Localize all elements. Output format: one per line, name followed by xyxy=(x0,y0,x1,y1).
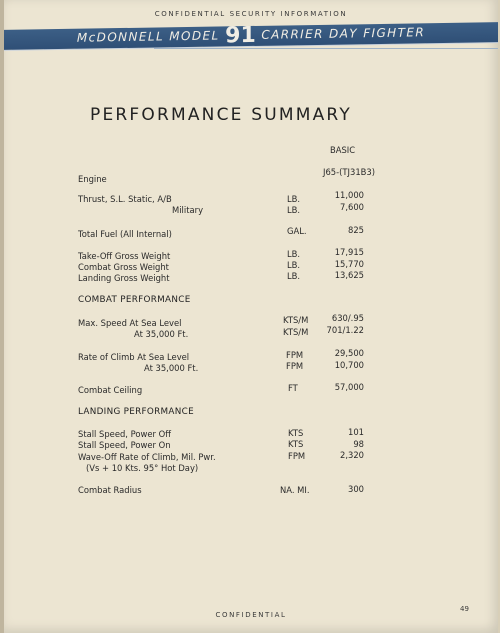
thrust-military-value: 7,600 xyxy=(340,202,364,212)
ceiling-unit: FT xyxy=(288,383,298,393)
fuel-label: Total Fuel (All Internal) xyxy=(78,229,172,239)
fuel-unit: GAL. xyxy=(287,226,307,236)
banner-model-number: 91 xyxy=(225,22,256,49)
thrust-unit: LB. xyxy=(287,194,301,204)
climb-unit: FPM xyxy=(286,350,304,360)
weight-combat-unit: LB. xyxy=(287,260,301,270)
banner-text xyxy=(4,19,498,52)
weight-takeoff-label: Take-Off Gross Weight xyxy=(78,251,171,261)
banner-underline xyxy=(154,48,498,49)
radius-value: 300 xyxy=(348,484,364,494)
fuel-value: 825 xyxy=(348,225,364,235)
weight-landing-label: Landing Gross Weight xyxy=(78,273,170,283)
engine-value: J65-(TJ31B3) xyxy=(323,167,376,177)
weight-landing-value: 13,625 xyxy=(334,270,364,280)
banner-left-text: McDONNELL MODEL xyxy=(76,28,220,45)
stall-on-value: 98 xyxy=(353,439,364,449)
climb-alt-value: 10,700 xyxy=(334,360,364,370)
max-speed-label: Max. Speed At Sea Level xyxy=(78,318,182,328)
stall-off-unit: KTS xyxy=(288,428,304,438)
max-speed-alt-value: 701/1.22 xyxy=(326,325,364,335)
weight-combat-label: Combat Gross Weight xyxy=(78,262,169,272)
thrust-value: 11,000 xyxy=(334,190,364,200)
weight-takeoff-value: 17,915 xyxy=(334,247,364,257)
weight-takeoff-unit: LB. xyxy=(287,249,301,259)
stall-on-label: Stall Speed, Power On xyxy=(78,440,171,450)
radius-unit: NA. MI. xyxy=(280,485,310,495)
waveoff-unit: FPM xyxy=(288,451,306,461)
climb-value: 29,500 xyxy=(334,348,364,358)
banner-right-text: CARRIER DAY FIGHTER xyxy=(261,25,426,42)
stall-off-label: Stall Speed, Power Off xyxy=(78,429,171,439)
climb-label: Rate of Climb At Sea Level xyxy=(78,352,190,362)
ceiling-value: 57,000 xyxy=(334,382,364,392)
waveoff-condition: (Vs + 10 Kts. 95° Hot Day) xyxy=(86,463,199,473)
stall-on-unit: KTS xyxy=(288,439,304,449)
thrust-military-unit: LB. xyxy=(287,205,301,215)
max-speed-alt-unit: KTS/M xyxy=(283,327,309,337)
climb-alt-unit: FPM xyxy=(286,361,304,371)
waveoff-value: 2,320 xyxy=(340,450,364,460)
weight-landing-unit: LB. xyxy=(287,271,301,281)
classification-top: CONFIDENTIAL SECURITY INFORMATION xyxy=(154,10,348,18)
waveoff-label: Wave-Off Rate of Climb, Mil. Pwr. xyxy=(78,452,216,462)
max-speed-alt-label: At 35,000 Ft. xyxy=(134,329,189,339)
radius-label: Combat Radius xyxy=(78,485,142,495)
thrust-label: Thrust, S.L. Static, A/B xyxy=(78,194,172,204)
max-speed-unit: KTS/M xyxy=(283,315,309,325)
climb-alt-label: At 35,000 Ft. xyxy=(144,363,199,373)
landing-performance-heading: LANDING PERFORMANCE xyxy=(78,407,194,417)
weight-combat-value: 15,770 xyxy=(334,259,364,269)
page-title: PERFORMANCE SUMMARY xyxy=(90,105,352,125)
stall-off-value: 101 xyxy=(348,427,364,437)
combat-performance-heading: COMBAT PERFORMANCE xyxy=(78,295,191,305)
classification-bottom: CONFIDENTIAL xyxy=(215,611,287,619)
max-speed-value: 630/.95 xyxy=(331,313,364,323)
column-header-basic: BASIC xyxy=(330,145,356,155)
thrust-military-label: Military xyxy=(172,205,204,215)
document-page xyxy=(4,0,498,633)
ceiling-label: Combat Ceiling xyxy=(78,385,143,395)
page-number: 49 xyxy=(460,605,469,613)
engine-label: Engine xyxy=(78,174,107,184)
